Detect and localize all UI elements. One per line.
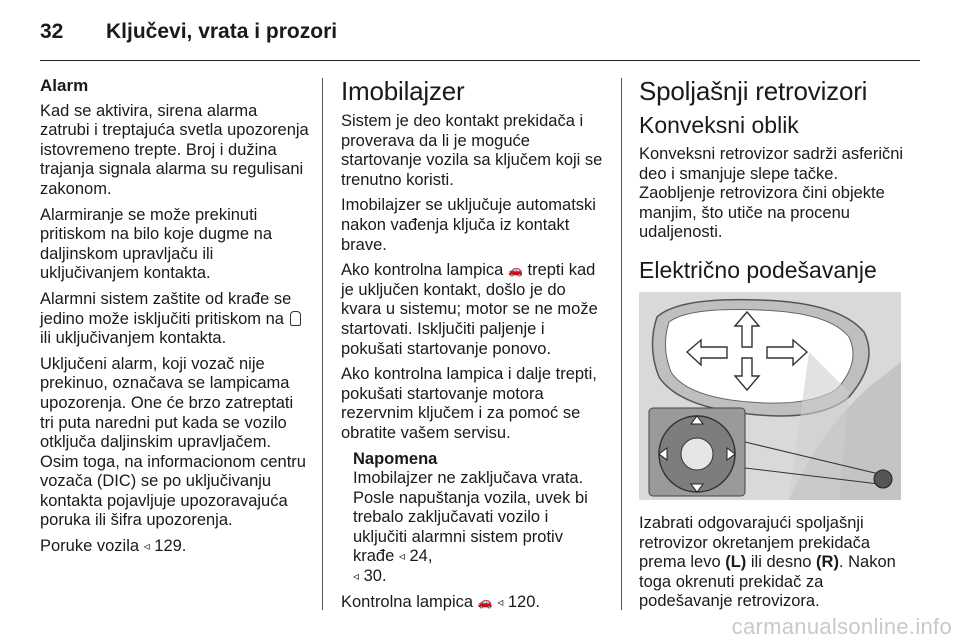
page-reference[interactable]: 120. xyxy=(507,592,540,611)
alarm-paragraph-3-text-b: ili uključivanjem kontakta. xyxy=(40,329,227,348)
immobiliser-paragraph-5 xyxy=(341,593,603,613)
page-reference[interactable]: 30. xyxy=(363,567,387,586)
column-mirrors xyxy=(639,76,904,618)
reference-arrow-icon: ◃ xyxy=(353,569,360,584)
page-header xyxy=(40,14,337,50)
note-box xyxy=(341,450,603,587)
alarm-paragraph-2: Alarmiranje se može prekinuti pritiskom na bilo koje dugme na daljinskom upravljaču ili uključivanjem kontakta. xyxy=(40,205,273,283)
alarm-paragraph-5 xyxy=(40,537,310,557)
page-number: 32 xyxy=(40,20,64,43)
immobiliser-paragraph-3-text-b: trepti kad je uključen kontakt, došlo je do kvara u sistemu; motor se ne može startovati. Isključiti paljenje i pokušati startovanje ponovo. xyxy=(341,261,598,358)
immobiliser-paragraph-3-text-a: Ako kontrolna lampica xyxy=(341,261,504,280)
chapter-title: Ključevi, vrata i prozori xyxy=(106,20,338,43)
mirror-adjustment-illustration xyxy=(639,292,901,500)
immobiliser-paragraph-4: Ako kontrolna lampica i dalje trepti, pokušati startovanje motora rezervnim ključem i za pomoć se obratite vašem servisu. xyxy=(341,365,597,442)
caption-right-label: (R) xyxy=(816,553,839,572)
convex-subheading: Konveksni oblik xyxy=(639,112,799,138)
column-divider-1 xyxy=(322,78,323,610)
mirrors-heading: Spoljašnji retrovizori xyxy=(639,76,868,106)
alarm-heading: Alarm xyxy=(40,76,89,95)
convex-paragraph: Konveksni retrovizor sadrži asferični deo i smanjuje slepe tačke. Zaobljenje retrovizora čini objekte manjim, što utiče na procenu udaljenosti. xyxy=(639,145,904,242)
caption-left-label: (L) xyxy=(725,553,747,572)
page-reference[interactable]: 129. xyxy=(154,537,187,556)
watermark: carmanualsonline.info xyxy=(731,614,952,639)
immobiliser-heading: Imobilajzer xyxy=(341,76,465,106)
car-key-warning-icon: 🚗 xyxy=(507,263,523,278)
reference-arrow-icon: ◃ xyxy=(398,549,405,564)
control-lamp-text: Kontrolna lampica xyxy=(341,592,474,611)
alarm-paragraph-3-text-a: Alarmni sistem zaštite od krađe se jedino može isključiti pritiskom na xyxy=(40,289,292,328)
electric-adjust-subheading: Električno podešavanje xyxy=(639,256,877,283)
car-key-warning-icon: 🚗 xyxy=(477,594,493,609)
immobiliser-paragraph-2: Imobilajzer se uključuje automatski nakon vađenja ključa iz kontakt brave. xyxy=(341,196,596,254)
header-rule xyxy=(40,60,920,61)
page-reference[interactable]: 24, xyxy=(409,547,433,566)
caption-text-c: . Nakon toga okrenuti prekidač za podešavanje retrovizora. xyxy=(639,553,896,611)
note-title: Napomena xyxy=(353,449,438,468)
immobiliser-paragraph-3 xyxy=(341,261,603,359)
alarm-paragraph-4: Uključeni alarm, koji vozač nije prekinuo, označava se lampicama upozorenja. One će brzo zatreptati tri puta naredni put kada se vozilo otključa daljinskim upravljačem. Osim toga, na informacionom centru vozača (DIC) se po uključivanju kontakta pojavljuje upozoravajuća poruka ili šifra upozorenja. xyxy=(40,354,306,530)
note-text xyxy=(353,469,603,587)
column-divider-2 xyxy=(621,78,622,610)
vehicle-messages-text: Poruke vozila xyxy=(40,537,140,556)
alarm-paragraph-1: Kad se aktivira, sirena alarma zatrubi i treptajuća svetla upozorenja istovremeno trepte. Broj i dužina trajanja signala alarma su regulisani zakonom. xyxy=(40,101,309,198)
note-text-a: Imobilajzer ne zaključava vrata. Posle napuštanja vozila, uvek bi trebalo zaključavati vozilo i uključiti alarmni sistem protiv krađe xyxy=(353,469,588,566)
column-immobiliser xyxy=(341,76,603,618)
column-alarm xyxy=(40,76,310,563)
electric-adjust-caption xyxy=(639,514,904,612)
reference-arrow-icon: ◃ xyxy=(143,539,150,554)
reference-arrow-icon: ◃ xyxy=(497,594,504,609)
unlock-key-icon xyxy=(290,311,301,326)
alarm-paragraph-3 xyxy=(40,290,310,349)
caption-text-a: Izabrati odgovarajući spoljašnji retrovizor okretanjem prekidača prema levo xyxy=(639,513,871,572)
immobiliser-paragraph-1: Sistem je deo kontakt prekidača i proverava da li je moguće startovanje vozila sa ključem koji se trenutno koristi. xyxy=(341,112,603,189)
caption-text-b: ili desno xyxy=(750,553,812,572)
